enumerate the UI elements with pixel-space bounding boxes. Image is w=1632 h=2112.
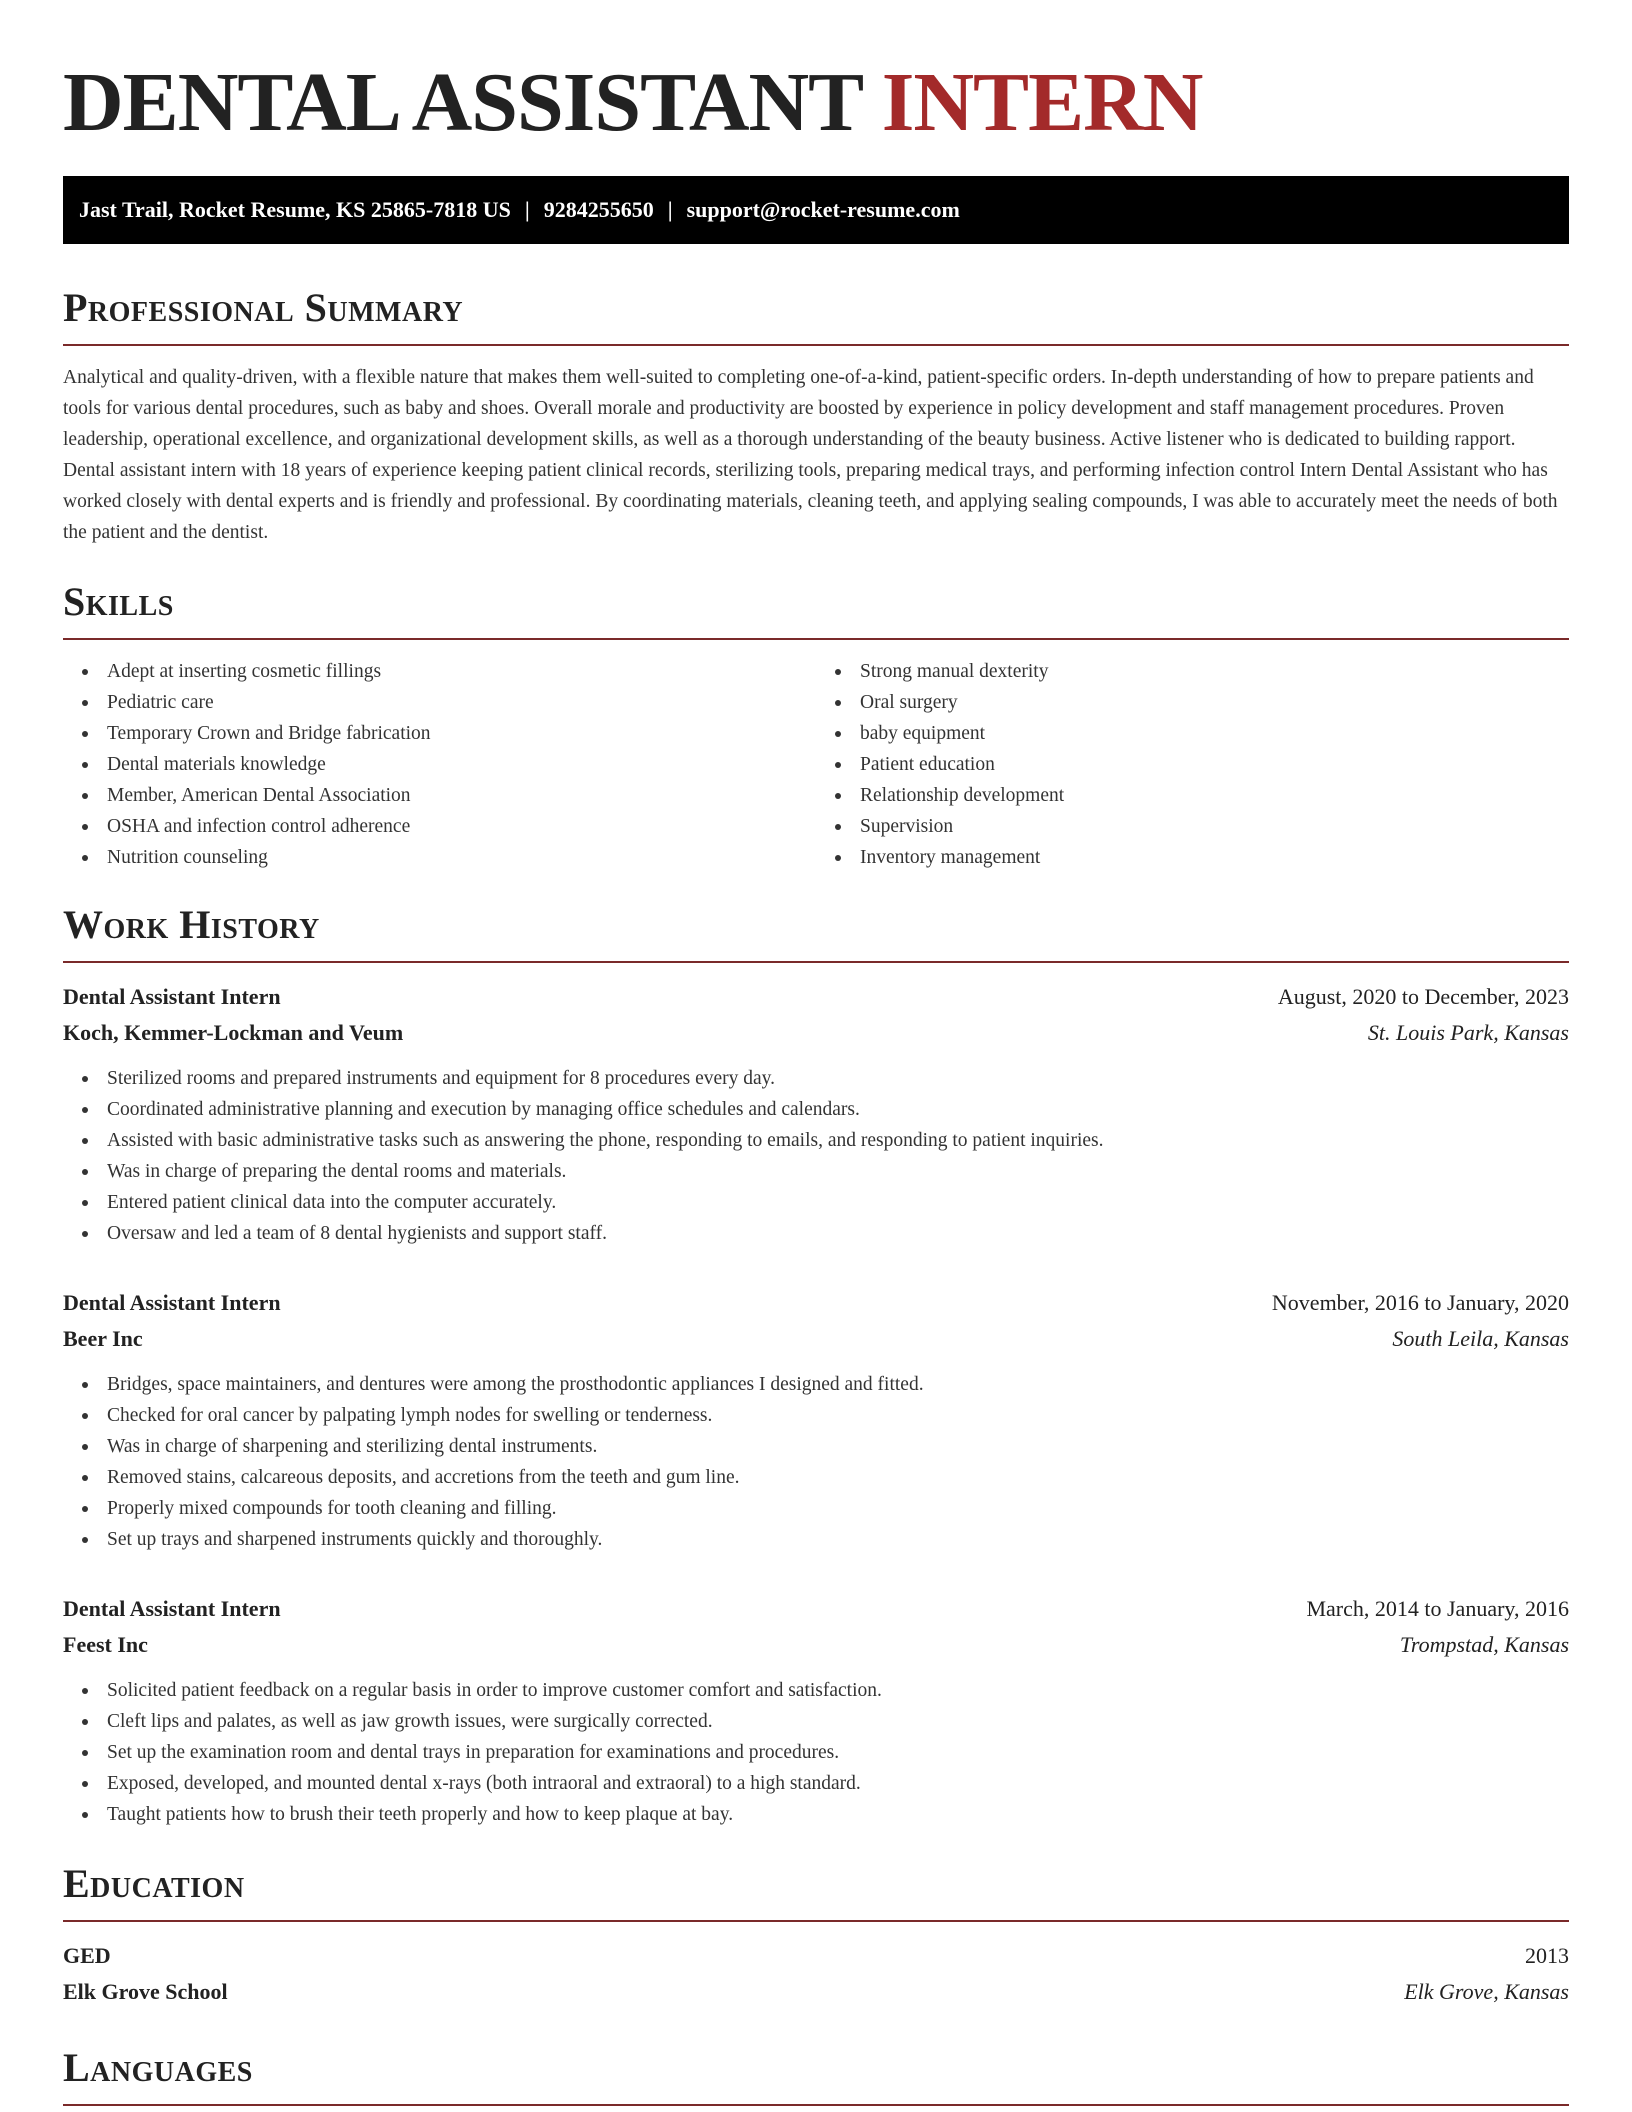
education-school: Elk Grove School xyxy=(63,1979,228,2004)
resume-name xyxy=(63,0,1569,148)
skill-item: Member, American Dental Association xyxy=(63,780,816,811)
job-title: Dental Assistant Intern xyxy=(63,1290,281,1315)
job-company-row xyxy=(63,1321,1569,1357)
job-location: South Leila, Kansas xyxy=(1392,1326,1569,1351)
job-title: Dental Assistant Intern xyxy=(63,984,281,1009)
work-history-section xyxy=(63,901,1569,1830)
job-entry xyxy=(63,1591,1569,1830)
job-bullet: Set up trays and sharpened instruments quickly and thoroughly. xyxy=(63,1524,1569,1555)
contact-phone: 9284255650 xyxy=(543,197,654,222)
job-bullet: Was in charge of preparing the dental rooms and materials. xyxy=(63,1156,1569,1187)
job-bullet: Removed stains, calcareous deposits, and accretions from the teeth and gum line. xyxy=(63,1462,1569,1493)
job-dates: March, 2014 to January, 2016 xyxy=(1306,1596,1569,1621)
job-location: Trompstad, Kansas xyxy=(1399,1632,1569,1657)
job-company-row xyxy=(63,1627,1569,1663)
job-bullet: Was in charge of sharpening and sterilizing dental instruments. xyxy=(63,1431,1569,1462)
education-degree: GED xyxy=(63,1943,111,1968)
contact-separator: | xyxy=(524,197,530,222)
skill-item: Dental materials knowledge xyxy=(63,749,816,780)
job-dates: August, 2020 to December, 2023 xyxy=(1277,984,1569,1009)
job-bullet: Set up the examination room and dental trays in preparation for examinations and procedures. xyxy=(63,1737,1569,1768)
skills-section xyxy=(63,578,1569,873)
job-bullet: Taught patients how to brush their teeth properly and how to keep plaque at bay. xyxy=(63,1799,1569,1830)
education-degree-row xyxy=(63,1938,1569,1974)
job-entry xyxy=(63,979,1569,1249)
skill-item: baby equipment xyxy=(816,718,1569,749)
skill-item: Pediatric care xyxy=(63,687,816,718)
skills-grid xyxy=(63,656,1569,873)
job-bullet: Exposed, developed, and mounted dental x-rays (both intraoral and extraoral) to a high standard. xyxy=(63,1768,1569,1799)
contact-address: Jast Trail, Rocket Resume, KS 25865-7818 US xyxy=(79,197,511,222)
contact-email: support@rocket-resume.com xyxy=(686,197,960,222)
job-bullet: Entered patient clinical data into the computer accurately. xyxy=(63,1187,1569,1218)
name-accent: INTERN xyxy=(881,56,1203,149)
job-bullet: Properly mixed compounds for tooth cleaning and filling. xyxy=(63,1493,1569,1524)
languages-heading: Languages xyxy=(63,2044,1569,2106)
education-section xyxy=(63,1860,1569,2010)
skill-item: Adept at inserting cosmetic fillings xyxy=(63,656,816,687)
summary-heading: Professional Summary xyxy=(63,284,1569,346)
education-location: Elk Grove, Kansas xyxy=(1404,1979,1569,2004)
job-location: St. Louis Park, Kansas xyxy=(1367,1020,1569,1045)
contact-separator: | xyxy=(667,197,673,222)
job-company: Beer Inc xyxy=(63,1326,143,1351)
skill-item: Strong manual dexterity xyxy=(816,656,1569,687)
job-bullet: Checked for oral cancer by palpating lymph nodes for swelling or tenderness. xyxy=(63,1400,1569,1431)
skill-item: Relationship development xyxy=(816,780,1569,811)
languages-section xyxy=(63,2044,1569,2106)
contact-bar xyxy=(63,176,1569,244)
job-bullet: Sterilized rooms and prepared instruments and equipment for 8 procedures every day. xyxy=(63,1063,1569,1094)
skill-item: Supervision xyxy=(816,811,1569,842)
skills-heading: Skills xyxy=(63,578,1569,640)
skills-column-left xyxy=(63,656,816,873)
job-dates: November, 2016 to January, 2020 xyxy=(1271,1290,1569,1315)
summary-section xyxy=(63,284,1569,548)
education-school-row xyxy=(63,1974,1569,2010)
job-header-row xyxy=(63,979,1569,1015)
name-primary: DENTAL ASSISTANT xyxy=(63,56,862,149)
job-bullets xyxy=(63,1369,1569,1555)
job-bullets xyxy=(63,1063,1569,1249)
job-header-row xyxy=(63,1591,1569,1627)
job-entry xyxy=(63,1285,1569,1555)
job-company: Koch, Kemmer-Lockman and Veum xyxy=(63,1020,404,1045)
job-bullet: Solicited patient feedback on a regular basis in order to improve customer comfort and satisfaction. xyxy=(63,1675,1569,1706)
skill-item: Patient education xyxy=(816,749,1569,780)
education-year: 2013 xyxy=(1525,1943,1569,1968)
skill-item: OSHA and infection control adherence xyxy=(63,811,816,842)
job-bullet: Bridges, space maintainers, and dentures were among the prosthodontic appliances I designed and fitted. xyxy=(63,1369,1569,1400)
skills-column-right xyxy=(816,656,1569,873)
skill-item: Oral surgery xyxy=(816,687,1569,718)
job-company-row xyxy=(63,1015,1569,1051)
skill-item: Nutrition counseling xyxy=(63,842,816,873)
job-company: Feest Inc xyxy=(63,1632,148,1657)
job-bullets xyxy=(63,1675,1569,1830)
job-title: Dental Assistant Intern xyxy=(63,1596,281,1621)
job-header-row xyxy=(63,1285,1569,1321)
job-bullet: Assisted with basic administrative tasks such as answering the phone, responding to emails, and responding to patient inquiries. xyxy=(63,1125,1569,1156)
education-entry xyxy=(63,1938,1569,2010)
job-bullet: Cleft lips and palates, as well as jaw growth issues, were surgically corrected. xyxy=(63,1706,1569,1737)
work-history-heading: Work History xyxy=(63,901,1569,963)
skill-item: Temporary Crown and Bridge fabrication xyxy=(63,718,816,749)
job-bullet: Oversaw and led a team of 8 dental hygienists and support staff. xyxy=(63,1218,1569,1249)
summary-text: Analytical and quality-driven, with a flexible nature that makes them well-suited to completing one-of-a-kind, patient-specific orders. In-depth understanding of how to prepare patients and tools for various dental procedures, such as baby and shoes. Overall morale and productivity are boosted by experience in policy development and staff management procedures. Proven leadership, operational excellence, and organizational development skills, as well as a thorough understanding of the beauty business. Active listener who is dedicated to building rapport. Dental assistant intern with 18 years of experience keeping patient clinical records, sterilizing tools, preparing medical trays, and performing infection control Intern Dental Assistant who has worked closely with dental experts and is friendly and professional. By coordinating materials, cleaning teeth, and applying sealing compounds, I was able to accurately meet the needs of both the patient and the dentist. xyxy=(63,367,1558,543)
job-bullet: Coordinated administrative planning and execution by managing office schedules and calendars. xyxy=(63,1094,1569,1125)
skill-item: Inventory management xyxy=(816,842,1569,873)
education-heading: Education xyxy=(63,1860,1569,1922)
